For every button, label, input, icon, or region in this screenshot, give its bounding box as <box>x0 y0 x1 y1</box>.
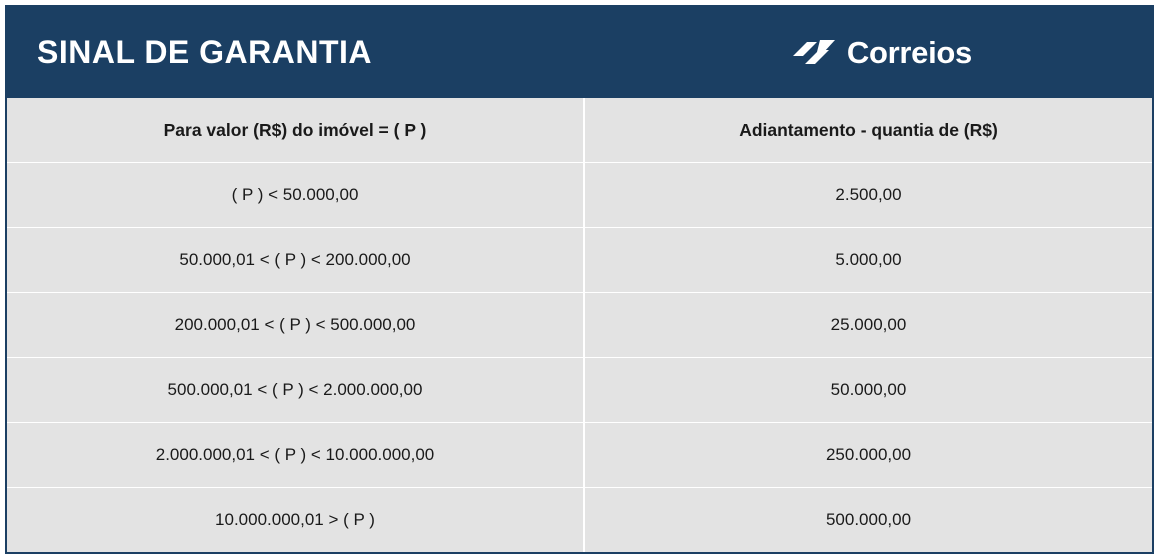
cell-range: 50.000,01 < ( P ) < 200.000,00 <box>7 228 585 292</box>
cell-range: 10.000.000,01 > ( P ) <box>7 488 585 552</box>
cell-range: ( P ) < 50.000,00 <box>7 163 585 227</box>
column-header-amount: Adiantamento - quantia de (R$) <box>739 119 998 140</box>
correios-logo-icon <box>791 36 837 70</box>
cell-amount: 5.000,00 <box>835 250 902 269</box>
table-row <box>7 488 1152 552</box>
brand-name: Correios <box>846 34 972 70</box>
brand-logo <box>791 35 972 71</box>
cell-range: 500.000,01 < ( P ) < 2.000.000,00 <box>7 358 585 422</box>
rates-table <box>7 98 1152 552</box>
page-title: SINAL DE GARANTIA <box>37 34 373 70</box>
table-row <box>7 358 1152 423</box>
table-row <box>7 293 1152 358</box>
column-header-range: Para valor (R$) do imóvel = ( P ) <box>7 98 585 162</box>
cell-range: 2.000.000,01 < ( P ) < 10.000.000,00 <box>7 423 585 487</box>
cell-amount: 500.000,00 <box>825 510 912 529</box>
panel-header <box>7 7 1152 98</box>
cell-range: 200.000,01 < ( P ) < 500.000,00 <box>7 293 585 357</box>
table-row <box>7 423 1152 488</box>
cell-amount: 50.000,00 <box>830 380 907 399</box>
table-row <box>7 163 1152 228</box>
table-header-row <box>7 98 1152 163</box>
table-row <box>7 228 1152 293</box>
table-panel <box>5 5 1154 554</box>
cell-amount: 250.000,00 <box>825 445 912 464</box>
cell-amount: 2.500,00 <box>835 185 902 204</box>
cell-amount: 25.000,00 <box>830 315 907 334</box>
